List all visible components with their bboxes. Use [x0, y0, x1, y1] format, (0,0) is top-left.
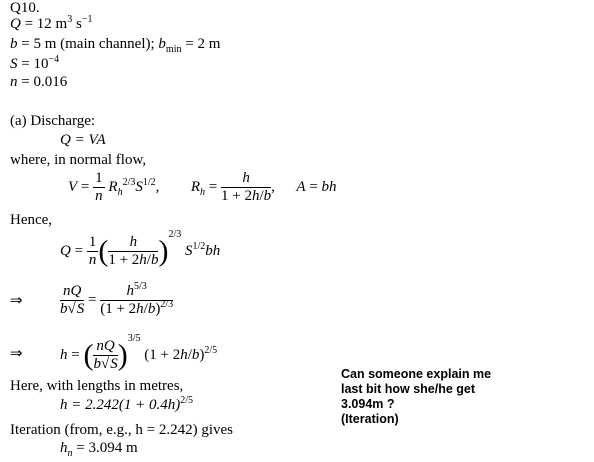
- given-manning: [10, 74, 67, 91]
- s-symbol: S: [10, 56, 18, 72]
- b-value: = 5 m (main channel);: [17, 36, 159, 52]
- here-text: Here, with lengths in metres,: [10, 378, 184, 394]
- bmin-symbol: b: [158, 36, 166, 52]
- note-line-3: 3.094m ?: [341, 397, 395, 411]
- b-symbol: b: [10, 36, 18, 52]
- q-value: = 12 m: [20, 16, 68, 32]
- hence-text: Hence,: [10, 212, 53, 228]
- where-text: where, in normal flow,: [10, 152, 147, 168]
- q-unit-exp: −1: [81, 14, 93, 25]
- part-a-heading: (a) Discharge:: [10, 113, 96, 129]
- q-unit-s: s: [72, 16, 82, 32]
- bmin-value: = 2 m: [181, 36, 221, 52]
- note-line-2: last bit how she/he get: [341, 382, 476, 396]
- s-value: = 10: [17, 56, 49, 72]
- velocity-equation: V = $\frac{1}{n}$ $R_h^{2/3}S^{1/2}$, $R_h$ = $\frac{h}{1 + 2h/b}$ , A = bh: [68, 170, 337, 204]
- h-solved-equation: h = ( $\frac{nQ}{b√S}$ )$^{3/5}$ $(1 + 2h/b)^{2/5}$: [60, 332, 218, 372]
- arrow-1: ⇒: [10, 293, 23, 309]
- n-value: = 0.016: [17, 74, 68, 90]
- s-exp: −4: [48, 54, 60, 65]
- arrow-2: ⇒: [10, 346, 23, 362]
- bmin-sub: min: [165, 44, 182, 55]
- normal-depth-result: $h_n = 3.094$ m: [60, 440, 138, 459]
- note-line-1: Can someone explain me: [341, 367, 492, 381]
- q-unit-sup: 3: [67, 14, 73, 25]
- n-symbol: n: [10, 74, 18, 90]
- discharge-equation: Q = VA: [60, 132, 106, 148]
- fraction-hydraulic-radius: $\frac{h}{1 + 2h/b}$: [221, 170, 272, 204]
- iteration-equation: $h = 2.242(1 + 0.4h)^{2/5}$: [60, 395, 194, 413]
- given-width: [10, 36, 220, 53]
- given-discharge: [10, 16, 92, 33]
- q-symbol: Q: [10, 16, 21, 32]
- rearranged-equation: $\frac{nQ}{b√S}$ = $\frac{h^{5/3}}{(1 + 2h/b)^{2/3}}$: [60, 281, 174, 317]
- given-slope: [10, 56, 59, 73]
- question-number: Q10.: [10, 0, 40, 16]
- note-line-4: (Iteration): [341, 412, 399, 426]
- discharge-expanded-equation: Q = $\frac{1}{n}$ ( $\frac{h}{1 + 2h/b}$ )$^{2/3}$ $S^{1/2}bh$: [60, 228, 221, 268]
- iteration-text: Iteration (from, e.g., h = 2.242) gives: [10, 422, 233, 438]
- question-note: [341, 367, 491, 427]
- fraction-1-over-n: $\frac{1}{n}$: [95, 170, 103, 204]
